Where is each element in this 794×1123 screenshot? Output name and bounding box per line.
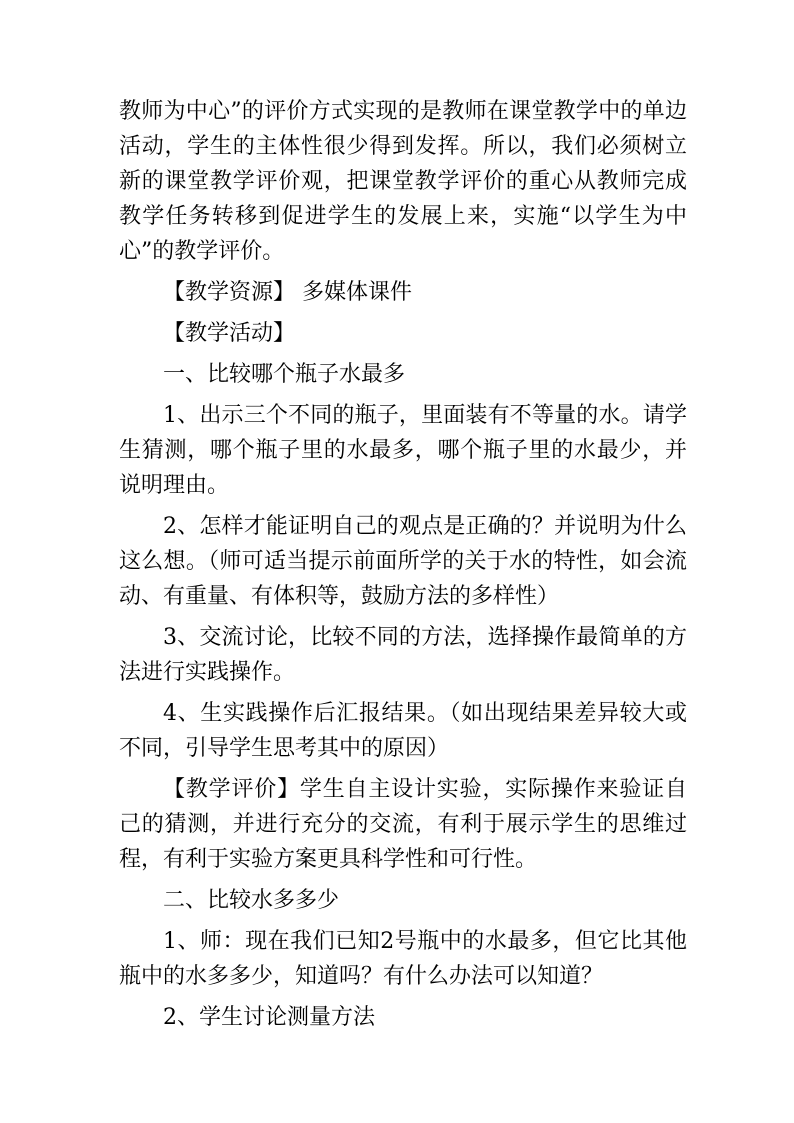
paragraph-intro-continuation: 教师为中心”的评价方式实现的是教师在课堂教学中的单边活动，学生的主体性很少得到发挥。所以，我们必须树立新的课堂教学评价观，把课堂教学评价的重心从教师完成教学任务转移到促进学生的发展上来，实施“以学生为中心”的教学评价。 (119, 99, 687, 264)
paragraph-teaching-evaluation: 【教学评价】学生自主设计实验，实际操作来验证自己的猜测，并进行充分的交流，有利于展示学生的思维过程，有利于实验方案更具科学性和可行性。 (119, 777, 687, 872)
section-heading-compare-bottles: 一、比较哪个瓶子水最多 (163, 362, 406, 387)
paragraph-step-3: 3、交流讨论，比较不同的方法，选择操作最简单的方法进行实践操作。 (119, 625, 687, 685)
paragraph-section2-step-2: 2、学生讨论测量方法 (163, 1005, 375, 1030)
paragraph-step-2: 2、怎样才能证明自己的观点是正确的？并说明为什么这么想。（师可适当提示前面所学的关于水的特性，如会流动、有重量、有体积等，鼓励方法的多样性） (119, 514, 687, 609)
paragraph-teaching-resources: 【教学资源】 多媒体课件 (163, 280, 412, 305)
paragraph-teaching-activities-heading: 【教学活动】 (163, 321, 296, 346)
paragraph-section2-step-1: 1、师：现在我们已知2号瓶中的水最多，但它比其他瓶中的水多多少，知道吗？有什么办法可以知道？ (119, 929, 687, 989)
paragraph-step-1: 1、出示三个不同的瓶子，里面装有不等量的水。请学生猜测，哪个瓶子里的水最多，哪个瓶子里的水最少，并说明理由。 (119, 403, 687, 498)
document-body (119, 94, 687, 1041)
section-heading-compare-amount: 二、比较水多多少 (163, 888, 340, 913)
paragraph-step-4: 4、生实践操作后汇报结果。（如出现结果差异较大或不同，引导学生思考其中的原因） (119, 701, 687, 761)
